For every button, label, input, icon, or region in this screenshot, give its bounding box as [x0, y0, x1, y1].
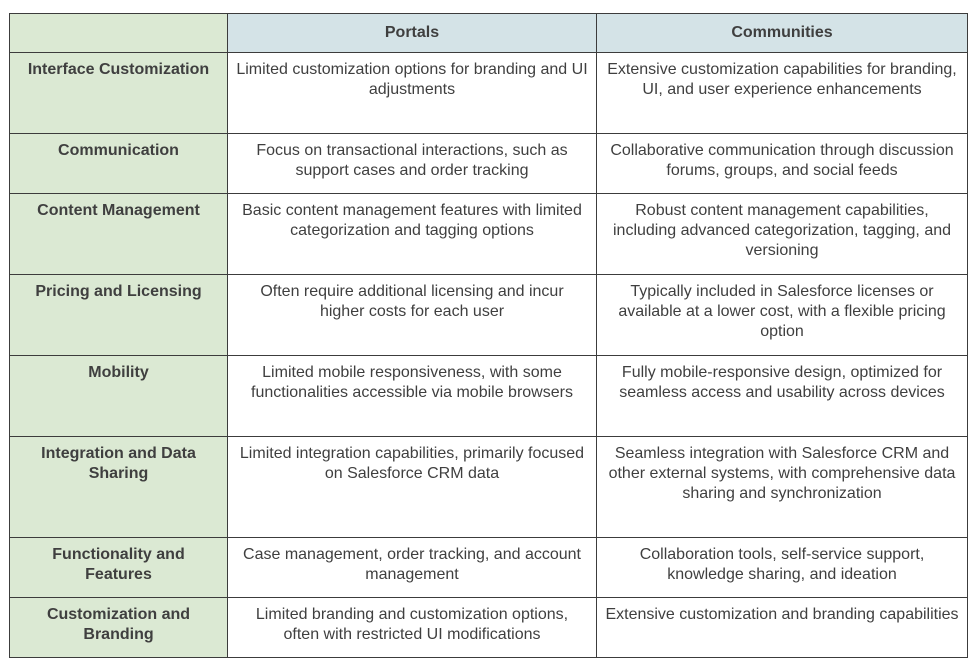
feature-cell: Functionality and Features [10, 538, 228, 598]
feature-cell: Mobility [10, 356, 228, 437]
portals-cell: Limited branding and customization options, often with restricted UI modifications [228, 598, 597, 658]
comparison-table-container [9, 13, 968, 658]
comparison-table [9, 13, 968, 658]
header-cell-empty [10, 14, 228, 53]
communities-cell: Fully mobile-responsive design, optimized for seamless access and usability across devices [597, 356, 968, 437]
table-row [10, 194, 968, 275]
portals-cell: Basic content management features with limited categorization and tagging options [228, 194, 597, 275]
communities-cell: Typically included in Salesforce licenses or available at a lower cost, with a flexible pricing option [597, 275, 968, 356]
communities-cell: Extensive customization and branding capabilities [597, 598, 968, 658]
table-row [10, 538, 968, 598]
table-row [10, 134, 968, 194]
communities-cell: Extensive customization capabilities for branding, UI, and user experience enhancements [597, 53, 968, 134]
feature-cell: Customization and Branding [10, 598, 228, 658]
feature-cell: Communication [10, 134, 228, 194]
communities-cell: Collaborative communication through discussion forums, groups, and social feeds [597, 134, 968, 194]
table-row [10, 437, 968, 538]
communities-cell: Robust content management capabilities, including advanced categorization, tagging, and versioning [597, 194, 968, 275]
portals-cell: Limited integration capabilities, primarily focused on Salesforce CRM data [228, 437, 597, 538]
table-row [10, 275, 968, 356]
feature-cell: Interface Customization [10, 53, 228, 134]
feature-cell: Pricing and Licensing [10, 275, 228, 356]
portals-cell: Limited customization options for branding and UI adjustments [228, 53, 597, 134]
communities-cell: Collaboration tools, self-service support, knowledge sharing, and ideation [597, 538, 968, 598]
header-cell-portals: Portals [228, 14, 597, 53]
table-row [10, 53, 968, 134]
portals-cell: Limited mobile responsiveness, with some functionalities accessible via mobile browsers [228, 356, 597, 437]
feature-cell: Integration and Data Sharing [10, 437, 228, 538]
feature-cell: Content Management [10, 194, 228, 275]
header-cell-communities: Communities [597, 14, 968, 53]
table-row [10, 356, 968, 437]
portals-cell: Often require additional licensing and incur higher costs for each user [228, 275, 597, 356]
header-row [10, 14, 968, 53]
communities-cell: Seamless integration with Salesforce CRM and other external systems, with comprehensive data sharing and synchronization [597, 437, 968, 538]
table-row [10, 598, 968, 658]
portals-cell: Focus on transactional interactions, such as support cases and order tracking [228, 134, 597, 194]
portals-cell: Case management, order tracking, and account management [228, 538, 597, 598]
